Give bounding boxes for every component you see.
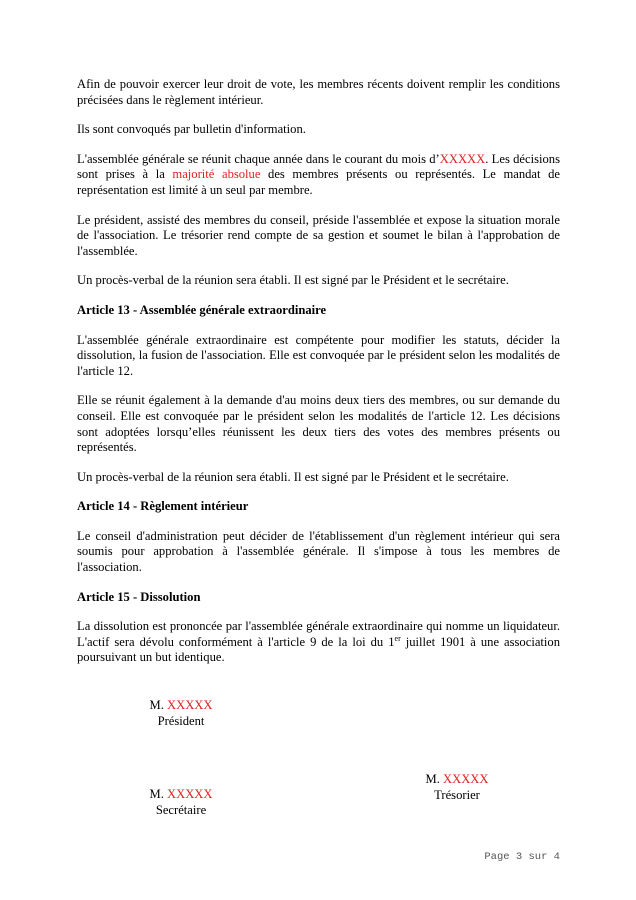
signature-tresorier xyxy=(412,772,502,803)
article-13-paragraph-1: L'assemblée générale extraordinaire est compétente pour modifier les statuts, décider la dissolution, la fusion de l'association. Elle est convoquée par le président selon les modalités de l'article 12. xyxy=(77,332,560,378)
signature-president xyxy=(136,698,226,729)
article-13-paragraph-2: Elle se réunit également à la demande d'au moins deux tiers des membres, ou sur demande du conseil. Elle est convoquée par le président selon les modalités de l'article 12. Les décisions sont adoptées lorsqu’elles réunissent les deux tiers des votes des membres présents ou représentés. xyxy=(77,393,560,455)
text-segment: L'assemblée générale se réunit chaque année dans le courant du mois d’ xyxy=(77,151,440,166)
page-number: Page 3 sur 4 xyxy=(484,851,560,863)
placeholder-majority: majorité absolue xyxy=(172,167,261,182)
signature-name-placeholder: XXXXX xyxy=(167,698,213,712)
article-13-title: Article 13 - Assemblée générale extraordinaire xyxy=(77,302,327,317)
paragraph-convocation: Ils sont convoqués par bulletin d'information. xyxy=(77,122,306,137)
signature-prefix: M. xyxy=(149,787,167,801)
article-14-title: Article 14 - Règlement intérieur xyxy=(77,499,249,514)
signature-name-placeholder: XXXXX xyxy=(167,787,213,801)
signature-name-placeholder: XXXXX xyxy=(443,772,489,786)
placeholder-month: XXXXX xyxy=(439,151,486,166)
article-15-paragraph-1 xyxy=(77,619,560,666)
article-14-paragraph-1: Le conseil d'administration peut décider de l'établissement d'un règlement intérieur qui sera soumis pour approbation à l'assemblée générale. Il s'impose à tous les membres de l'association. xyxy=(77,528,560,575)
signature-prefix: M. xyxy=(425,772,443,786)
signature-role: Trésorier xyxy=(434,787,480,802)
superscript-er: er xyxy=(394,633,401,643)
text-segment: . Les décisions sont prises à la xyxy=(77,151,560,182)
paragraph-voting-conditions: Afin de pouvoir exercer leur droit de vote, les membres récents doivent remplir les conditions précisées dans le règlement intérieur. xyxy=(77,77,560,107)
text-segment: juillet 1901 à une association poursuivant un but identique. xyxy=(77,634,560,665)
paragraph-minutes: Un procès-verbal de la réunion sera établi. Il est signé par le Président et le secrétaire. xyxy=(77,273,509,288)
text-segment: La dissolution est prononcée par l'assemblée générale extraordinaire qui nomme un liquidateur. L'actif sera dévolu conformément à l'article 9 de la loi du 1 xyxy=(77,619,560,649)
signature-role: Secrétaire xyxy=(155,802,207,817)
article-13-paragraph-3: Un procès-verbal de la réunion sera établi. Il est signé par le Président et le secrétaire. xyxy=(77,469,509,484)
signature-secretaire xyxy=(136,787,226,818)
signature-role: Président xyxy=(157,713,205,728)
paragraph-president-role: Le président, assisté des membres du conseil, préside l'assemblée et expose la situation morale de l'association. Le trésorier rend compte de sa gestion et soumet le bilan à l'approbation de l'assemblée. xyxy=(77,212,560,258)
paragraph-annual-assembly xyxy=(77,152,560,199)
article-15-title: Article 15 - Dissolution xyxy=(77,589,201,604)
document-body xyxy=(77,77,560,680)
text-segment: des membres présents ou représentés. Le mandat de représentation est limité à un seul par membre. xyxy=(77,167,560,197)
signature-prefix: M. xyxy=(149,698,167,712)
